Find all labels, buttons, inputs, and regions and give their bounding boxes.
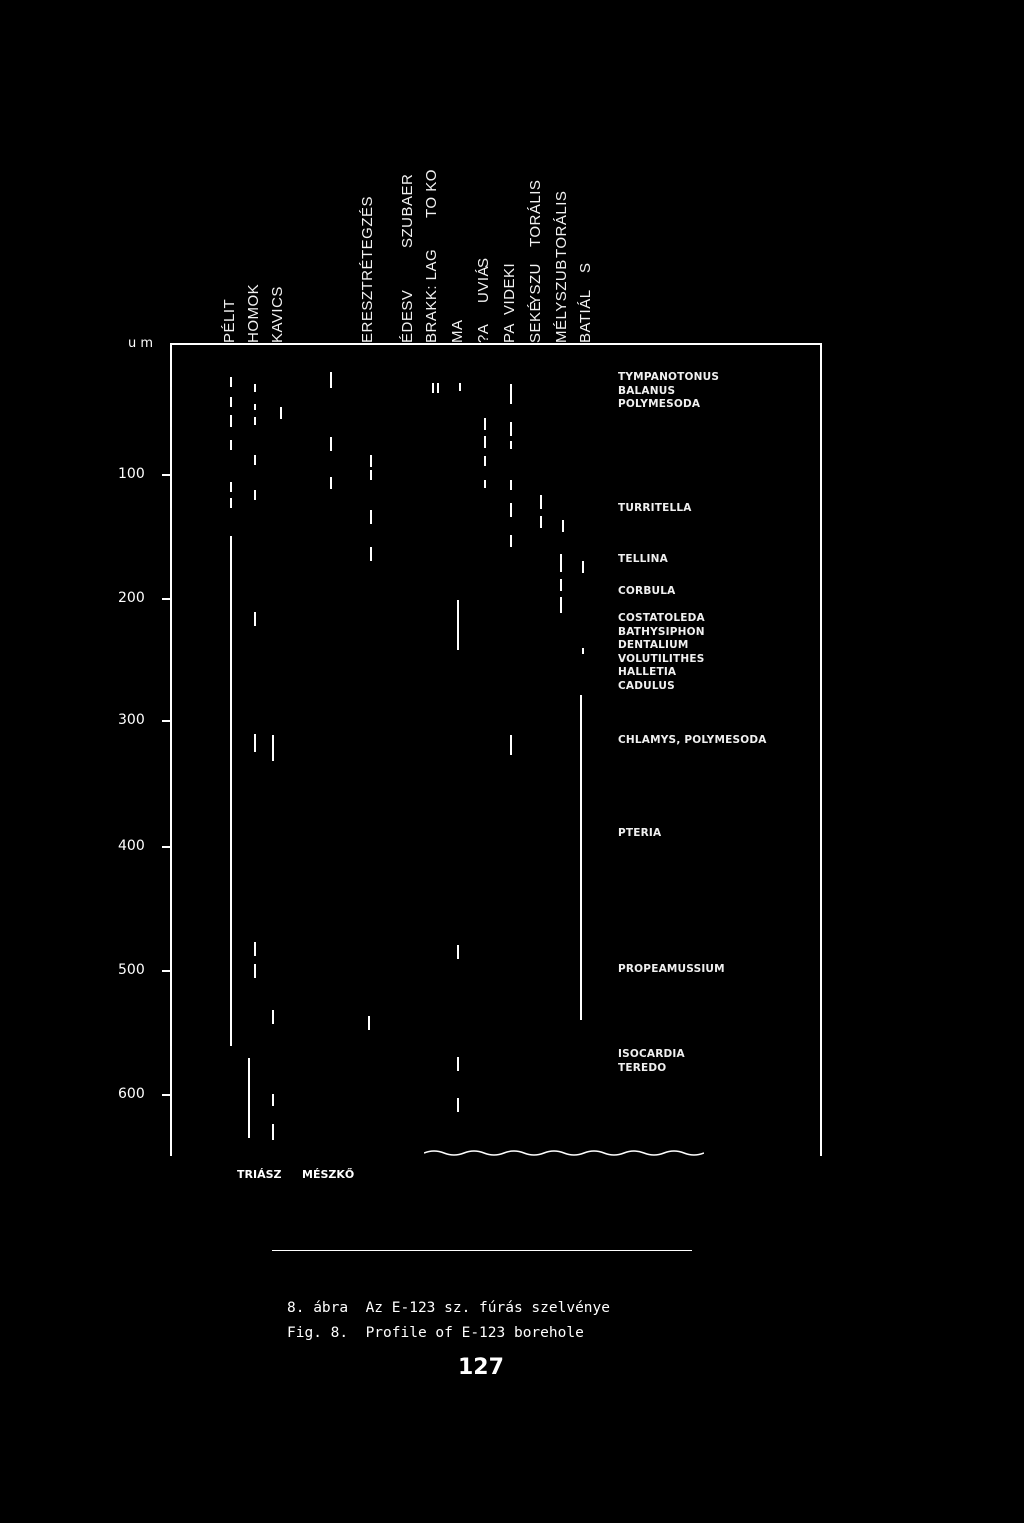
facies-label: KAVICS (269, 286, 286, 343)
occurrence-bar (510, 441, 512, 449)
caption-english: Fig. 8. Profile of E-123 borehole (287, 1325, 584, 1341)
occurrence-bar (457, 945, 459, 959)
occurrence-bar (560, 597, 562, 613)
facies-label: SEKÉ (527, 300, 544, 343)
taxon-label: TYMPANOTONUS (618, 371, 720, 383)
occurrence-bar (254, 964, 256, 978)
caption-hungarian: 8. ábra Az E-123 sz. fúrás szelvénye (287, 1300, 611, 1316)
occurrence-bar (582, 648, 584, 654)
occurrence-bar (540, 516, 542, 528)
occurrence-bar (254, 734, 256, 752)
occurrence-bar (272, 735, 274, 761)
depth-tick (162, 720, 170, 722)
depth-tick (162, 1094, 170, 1096)
taxon-label: CORBULA (618, 585, 676, 597)
occurrence-bar (254, 612, 256, 626)
occurrence-bar (230, 397, 232, 407)
facies-label: S (577, 262, 594, 273)
occurrence-bar (580, 695, 582, 1020)
occurrence-bar (560, 579, 562, 591)
occurrence-bar (510, 735, 512, 755)
facies-label: HOMOK (245, 283, 262, 343)
occurrence-bar (230, 440, 232, 450)
occurrence-bar (254, 384, 256, 392)
facies-label: TORÁLIS (553, 190, 570, 258)
occurrence-bar (484, 456, 486, 466)
unconformity-line (424, 1148, 704, 1158)
taxon-label: VOLUTILITHES (618, 652, 705, 665)
taxon-label: CADULUS (618, 679, 675, 692)
facies-label: VIDEKI (501, 262, 518, 315)
occurrence-bar (230, 498, 232, 508)
occurrence-bar (254, 404, 256, 410)
depth-tick-label: 500 (118, 962, 145, 978)
occurrence-bar (510, 422, 512, 436)
occurrence-bar (248, 1058, 250, 1138)
occurrence-bar (484, 436, 486, 448)
occurrence-bar (330, 477, 332, 489)
facies-label: ?A (475, 323, 492, 343)
taxon-label: PROPEAMUSSIUM (618, 963, 725, 975)
occurrence-bar (280, 407, 282, 419)
facies-label: MA (449, 319, 466, 343)
taxon-label: HALLETIA (618, 666, 677, 678)
facies-label: ÉDESV (399, 289, 416, 343)
occurrence-bar (510, 503, 512, 517)
taxon-label: BALANUS (618, 384, 676, 397)
occurrence-bar (484, 480, 486, 488)
taxa-group-1 (618, 371, 719, 412)
taxon-label: PTERIA (618, 827, 662, 839)
occurrence-bar (560, 554, 562, 572)
occurrence-bar (272, 1010, 274, 1024)
facies-label: PÉLIT (221, 298, 238, 343)
facies-label: TORÁLIS (527, 179, 544, 247)
depth-tick (162, 846, 170, 848)
page-number: 127 (458, 1355, 504, 1380)
facies-label: BRAKK: LAG (423, 248, 440, 343)
occurrence-bar (272, 1124, 274, 1140)
profile-frame (170, 343, 822, 1156)
occurrence-bar (272, 1094, 274, 1106)
occurrence-bar (254, 455, 256, 465)
occurrence-bar (484, 418, 486, 430)
facies-label: BATIÁL (577, 289, 594, 343)
depth-tick (162, 474, 170, 476)
taxa-group-2 (618, 612, 705, 693)
taxon-label: ISOCARDIA (618, 1048, 685, 1060)
occurrence-bar (330, 372, 332, 388)
occurrence-bar (437, 383, 439, 393)
occurrence-bar (368, 1016, 370, 1030)
caption-rule (272, 1250, 692, 1251)
taxa-group-3 (618, 1048, 685, 1075)
occurrence-bar (370, 510, 372, 524)
occurrence-bar (562, 520, 564, 532)
occurrence-bar (230, 377, 232, 387)
taxon-label: TURRITELLA (618, 502, 692, 514)
facies-label: PA (501, 323, 518, 343)
taxon-label: POLYMESODA (618, 398, 701, 410)
triasz-label: TRIÁSZ (237, 1168, 282, 1181)
depth-tick-label: 100 (118, 466, 145, 482)
occurrence-bar (330, 437, 332, 451)
facies-label: MÉLYSZUB (553, 259, 570, 343)
occurrence-bar (370, 470, 372, 480)
depth-tick (162, 970, 170, 972)
occurrence-bar (457, 1057, 459, 1071)
occurrence-bar (457, 1098, 459, 1112)
occurrence-bar (510, 384, 512, 404)
taxon-label: TELLINA (618, 553, 668, 565)
occurrence-bar (254, 417, 256, 425)
depth-tick (162, 598, 170, 600)
occurrence-bar (370, 455, 372, 467)
meszko-label: MÉSZKŐ (302, 1168, 355, 1181)
facies-label: S (475, 257, 492, 268)
depth-tick-label: 400 (118, 838, 145, 854)
occurrence-bar (457, 600, 459, 650)
taxon-label: CHLAMYS, POLYMESODA (618, 734, 767, 746)
taxon-label: TEREDO (618, 1061, 667, 1074)
depth-tick-label: 600 (118, 1086, 145, 1102)
depth-tick-label: 200 (118, 590, 145, 606)
facies-label: SZUBAER (399, 173, 416, 248)
occurrence-bar (459, 383, 461, 391)
depth-unit-label: u m (128, 336, 154, 351)
facies-label: ERESZTRÉTEGZÉS (359, 195, 376, 343)
taxon-label: DENTALIUM (618, 639, 689, 651)
occurrence-bar (510, 535, 512, 547)
occurrence-bar (540, 495, 542, 509)
occurrence-bar (230, 536, 232, 1046)
occurrence-bar (230, 415, 232, 427)
occurrence-bar (370, 547, 372, 561)
facies-label: YSZU (527, 262, 544, 305)
occurrence-bar (432, 383, 434, 393)
taxon-label: COSTATOLEDA (618, 612, 705, 624)
depth-tick-label: 300 (118, 712, 145, 728)
occurrence-bar (254, 942, 256, 956)
facies-label: TO KO (423, 169, 440, 218)
occurrence-bar (230, 482, 232, 492)
occurrence-bar (510, 480, 512, 490)
occurrence-bar (254, 490, 256, 500)
facies-label: UVIÁ (475, 265, 492, 303)
occurrence-bar (582, 561, 584, 573)
taxon-label: BATHYSIPHON (618, 625, 705, 638)
